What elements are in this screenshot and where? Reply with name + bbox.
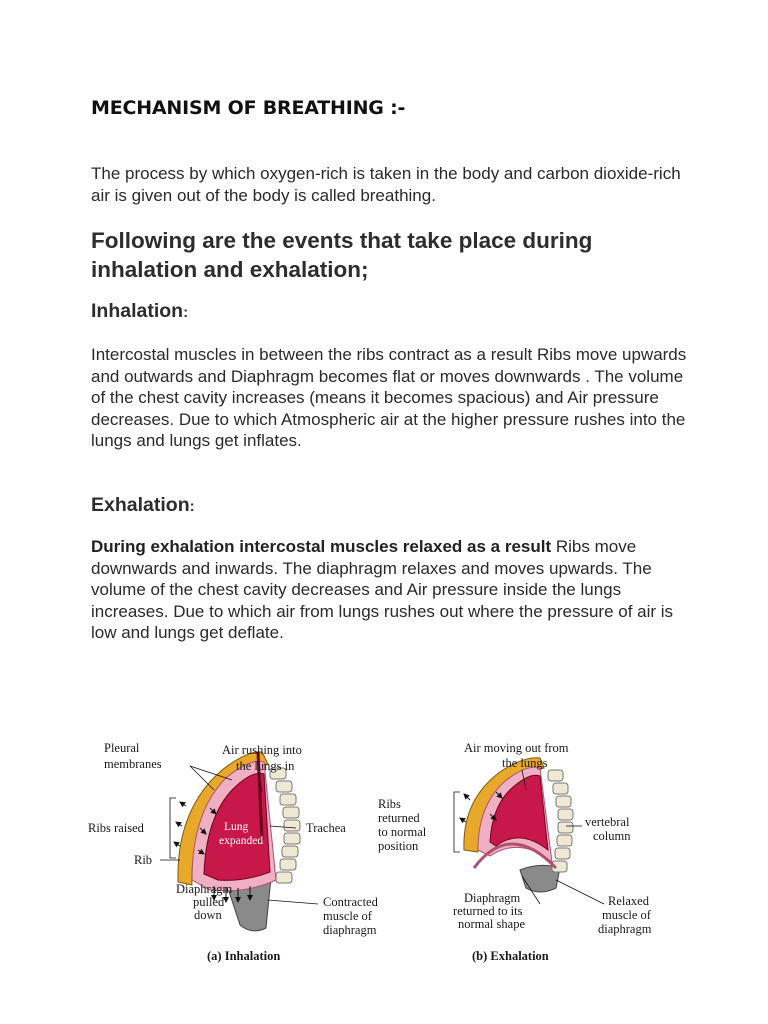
caption-exhalation: (b) Exhalation [472,949,549,963]
label-ribs-b-3: to normal [378,825,427,839]
events-heading: Following are the events that take place during inhalation and exhalation; [91,228,593,282]
exhalation-heading-text: Exhalation [91,494,190,516]
exhalation-heading-colon: : [189,498,195,515]
label-air-out-1: Air moving out from [464,741,569,755]
label-vertebral-1: vertebral [585,815,630,829]
label-rib: Rib [134,853,153,867]
label-relaxed-2: muscle of [602,908,651,922]
label-lung-1: Lung [224,821,249,833]
label-diaphragm-b-3: normal shape [458,917,525,931]
inhalation-heading-text: Inhalation [91,300,184,322]
label-air-in-1: Air rushing into [222,743,302,757]
exhalation-text: Ribs move downwards and inwards. The diaphragm relaxes and moves upwards. The volume of the chest cavity decreases and Air pressure inside the lungs increases. Due to which air from lungs rushes out where the pressure of air is low and lungs get deflate. [91,537,674,642]
label-relaxed-1: Relaxed [608,894,649,908]
label-vertebral-2: column [593,829,631,843]
label-ribs-b-4: position [378,839,419,853]
intro-paragraph: The process by which oxygen-rich is taken in the body and carbon dioxide-rich air is given out of the body is called breathing. [91,164,681,205]
label-diaphragm-b-2: returned to its [453,904,523,918]
label-diaphragm-b-1: Diaphragm [464,891,521,905]
inhalation-diagram [88,741,379,963]
label-diaphragm-a-3: down [194,908,222,922]
inhalation-heading-colon: : [183,304,189,321]
label-ribs-b-1: Ribs [378,797,401,811]
label-contracted-2: muscle of [323,909,372,923]
label-pleural-1: Pleural [104,741,140,755]
inhalation-paragraph: Intercostal muscles in between the ribs contract as a result Ribs move upwards and outwards and Diaphragm becomes flat or moves downwards . The volume of the chest cavity increases (means it becomes spacious) and Air pressure decreases. Due to which Atmospheric air at the higher pressure rushes into the lungs and lungs get inflates. [91,345,687,450]
label-ribs-b-2: returned [378,811,420,825]
label-contracted-3: diaphragm [323,923,377,937]
exhalation-lead-bold: During exhalation intercostal muscles relaxed as a result [91,537,552,556]
label-lung-2: expanded [219,835,264,847]
label-diaphragm-a-1: Diaphragm [176,882,233,896]
label-ribs-raised: Ribs raised [88,821,144,835]
caption-inhalation: (a) Inhalation [207,949,281,963]
label-pleural-2: membranes [104,757,162,771]
label-air-out-2: the lungs [502,756,548,770]
exhalation-diagram [378,741,652,963]
label-air-in-2: the lungs in [236,759,295,773]
label-diaphragm-a-2: pulled [193,895,225,909]
page-title: MECHANISM OF BREATHING :- [91,97,406,119]
label-contracted-1: Contracted [323,895,378,909]
label-trachea: Trachea [306,821,346,835]
label-relaxed-3: diaphragm [598,922,652,936]
